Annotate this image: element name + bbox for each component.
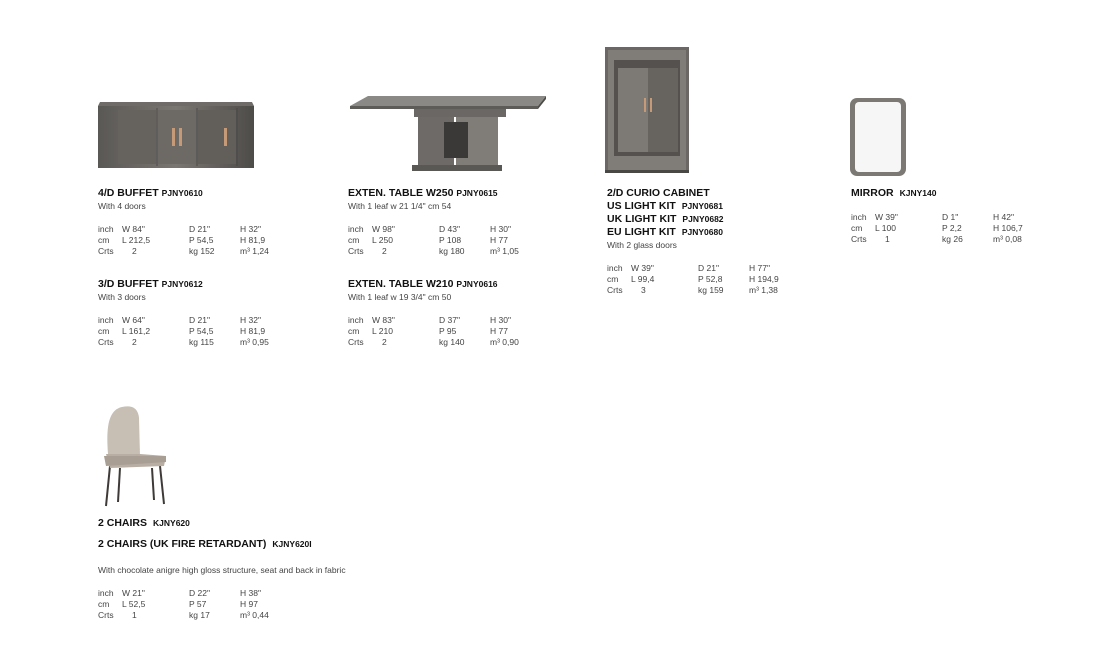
- spec-cell: m³ 1,05: [490, 246, 519, 256]
- spec-cell: P 2,2: [942, 223, 962, 233]
- spec-cell: cm: [348, 235, 360, 245]
- curio-image: [604, 46, 690, 174]
- buffet-image: [96, 100, 256, 172]
- spec-cell: H 81,9: [240, 235, 266, 245]
- spec-row-crts: [98, 337, 290, 348]
- spec-cell: D 37": [439, 315, 460, 325]
- product-code: PJNY0610: [161, 188, 203, 198]
- spec-cell: H 194,9: [749, 274, 779, 284]
- spec-cell: W 83": [372, 315, 395, 325]
- product-title: [98, 517, 346, 530]
- spec-cell: W 98": [372, 224, 395, 234]
- product-name: 2 CHAIRS (UK FIRE RETARDANT): [98, 538, 267, 550]
- product-exten-table-w250: [348, 187, 540, 257]
- spec-cell: cm: [98, 235, 110, 245]
- spec-cell: Crts: [348, 337, 364, 347]
- spec-row-cm: [98, 599, 290, 610]
- spec-cell: P 54,5: [189, 235, 214, 245]
- spec-cell: H 32": [240, 224, 261, 234]
- spec-cell: Crts: [98, 337, 114, 347]
- spec-row-inch: [98, 315, 290, 326]
- spec-cell: D 22": [189, 588, 210, 598]
- spec-cell: m³ 0,90: [490, 337, 519, 347]
- spec-cell: D 43": [439, 224, 460, 234]
- spec-cell: kg 140: [439, 337, 465, 347]
- spec-cell: L 250: [372, 235, 393, 245]
- spec-row-crts: [348, 337, 540, 348]
- product-code: KJNY140: [899, 188, 937, 198]
- spec-cell: H 30": [490, 315, 511, 325]
- spec-cell: m³ 0,44: [240, 610, 269, 620]
- product-code: PJNY0680: [681, 227, 723, 237]
- spec-table: [851, 212, 1043, 245]
- spec-cell: P 57: [189, 599, 207, 609]
- spec-row-inch: [98, 224, 290, 235]
- spec-table: [607, 263, 799, 296]
- product-code: PJNY0681: [681, 201, 723, 211]
- spec-row-cm: [851, 223, 1043, 234]
- product-description: With 2 glass doors: [607, 240, 677, 250]
- mirror-image: [849, 97, 907, 177]
- spec-cell: cm: [348, 326, 360, 336]
- light-kit-us: [607, 200, 799, 213]
- spec-cell: m³ 1,24: [240, 246, 269, 256]
- spec-cell: L 161,2: [122, 326, 151, 336]
- product-title: 2/D CURIO CABINET: [607, 187, 710, 199]
- spec-cell: 1: [885, 234, 890, 244]
- spec-cell: H 77: [490, 326, 508, 336]
- light-kit-eu: [607, 226, 799, 239]
- spec-row-inch: [98, 588, 290, 599]
- product-description: With 1 leaf w 19 3/4" cm 50: [348, 292, 452, 302]
- product-mirror: [851, 187, 1043, 245]
- spec-cell: L 100: [875, 223, 896, 233]
- spec-cell: kg 180: [439, 246, 465, 256]
- spec-cell: D 21": [189, 224, 210, 234]
- product-title: [348, 278, 540, 291]
- spec-cell: cm: [851, 223, 863, 233]
- spec-cell: P 52,8: [698, 274, 723, 284]
- spec-cell: H 77": [749, 263, 770, 273]
- spec-cell: Crts: [607, 285, 623, 295]
- spec-cell: cm: [607, 274, 619, 284]
- spec-row-inch: [348, 224, 540, 235]
- product-description: With 3 doors: [98, 292, 146, 302]
- spec-cell: kg 17: [189, 610, 210, 620]
- spec-row-cm: [348, 235, 540, 246]
- spec-cell: D 21": [698, 263, 719, 273]
- spec-cell: 3: [641, 285, 646, 295]
- spec-cell: kg 26: [942, 234, 963, 244]
- spec-cell: W 39": [631, 263, 654, 273]
- spec-cell: 2: [382, 246, 387, 256]
- spec-cell: H 38": [240, 588, 261, 598]
- spec-cell: P 95: [439, 326, 457, 336]
- spec-cell: cm: [98, 326, 110, 336]
- spec-row-cm: [607, 274, 799, 285]
- spec-cell: W 39": [875, 212, 898, 222]
- product-description: With 4 doors: [98, 201, 146, 211]
- spec-row-crts: [607, 285, 799, 296]
- spec-cell: L 212,5: [122, 235, 151, 245]
- spec-cell: L 210: [372, 326, 393, 336]
- spec-cell: H 106,7: [993, 223, 1023, 233]
- chair-image: [100, 404, 170, 508]
- product-code: KJNY620: [153, 518, 190, 528]
- spec-row-crts: [851, 234, 1043, 245]
- spec-cell: m³ 0,08: [993, 234, 1022, 244]
- product-title: [348, 187, 540, 200]
- spec-cell: kg 115: [189, 337, 214, 347]
- spec-cell: P 54,5: [189, 326, 214, 336]
- spec-row-crts: [98, 610, 290, 621]
- product-name: MIRROR: [851, 187, 894, 199]
- product-code: PJNY0682: [682, 214, 724, 224]
- product-code: KJNY620I: [272, 539, 312, 549]
- product-3d-buffet: [98, 278, 290, 348]
- light-kit-uk: [607, 213, 799, 226]
- spec-cell: D 1": [942, 212, 959, 222]
- spec-cell: Crts: [851, 234, 867, 244]
- spec-cell: W 64": [122, 315, 145, 325]
- product-name: EU LIGHT KIT: [607, 226, 676, 238]
- product-description: With chocolate anigre high gloss structure, seat and back in fabric: [98, 565, 346, 575]
- product-name: EXTEN. TABLE W210: [348, 278, 454, 290]
- spec-cell: L 99,4: [631, 274, 655, 284]
- product-exten-table-w210: [348, 278, 540, 348]
- spec-row-cm: [348, 326, 540, 337]
- spec-row-cm: [98, 326, 290, 337]
- spec-cell: H 32": [240, 315, 261, 325]
- spec-row-inch: [851, 212, 1043, 223]
- spec-cell: D 21": [189, 315, 210, 325]
- spec-cell: inch: [98, 224, 114, 234]
- spec-table: [348, 315, 540, 348]
- spec-cell: Crts: [98, 610, 114, 620]
- product-code: PJNY0615: [456, 188, 498, 198]
- spec-cell: cm: [98, 599, 110, 609]
- spec-row-inch: [348, 315, 540, 326]
- spec-cell: L 52,5: [122, 599, 146, 609]
- product-code: PJNY0616: [456, 279, 498, 289]
- product-curio-cabinet: [607, 187, 799, 296]
- spec-cell: inch: [348, 224, 364, 234]
- spec-cell: P 108: [439, 235, 462, 245]
- spec-row-inch: [607, 263, 799, 274]
- product-code: PJNY0612: [161, 279, 203, 289]
- product-title-uk: [98, 538, 346, 551]
- spec-cell: H 97: [240, 599, 258, 609]
- spec-cell: 2: [132, 246, 137, 256]
- spec-row-crts: [98, 246, 290, 257]
- spec-cell: H 77: [490, 235, 508, 245]
- spec-cell: Crts: [98, 246, 114, 256]
- spec-cell: m³ 0,95: [240, 337, 269, 347]
- product-name: US LIGHT KIT: [607, 200, 676, 212]
- product-chairs: [98, 517, 346, 621]
- spec-table: [98, 224, 290, 257]
- product-title: [98, 187, 290, 200]
- spec-row-crts: [348, 246, 540, 257]
- spec-cell: H 81,9: [240, 326, 266, 336]
- spec-table: [98, 588, 290, 621]
- product-4d-buffet: [98, 187, 290, 257]
- product-name: 2 CHAIRS: [98, 517, 148, 529]
- product-name: 4/D BUFFET: [98, 187, 159, 199]
- spec-cell: W 84": [122, 224, 145, 234]
- spec-cell: inch: [607, 263, 623, 273]
- spec-table: [348, 224, 540, 257]
- spec-cell: W 21": [122, 588, 145, 598]
- product-name: UK LIGHT KIT: [607, 213, 677, 225]
- spec-cell: 2: [132, 337, 137, 347]
- spec-cell: m³ 1,38: [749, 285, 778, 295]
- spec-cell: kg 152: [189, 246, 215, 256]
- spec-cell: inch: [98, 315, 114, 325]
- spec-cell: 1: [132, 610, 137, 620]
- spec-cell: H 30": [490, 224, 511, 234]
- product-title: [851, 187, 1043, 200]
- spec-table: [98, 315, 290, 348]
- spec-cell: inch: [348, 315, 364, 325]
- spec-cell: Crts: [348, 246, 364, 256]
- spec-cell: 2: [382, 337, 387, 347]
- product-description: With 1 leaf w 21 1/4" cm 54: [348, 201, 452, 211]
- spec-row-cm: [98, 235, 290, 246]
- spec-cell: H 42": [993, 212, 1014, 222]
- table-image: [348, 94, 548, 174]
- spec-cell: inch: [851, 212, 867, 222]
- spec-cell: kg 159: [698, 285, 724, 295]
- spec-cell: inch: [98, 588, 114, 598]
- product-name: EXTEN. TABLE W250: [348, 187, 454, 199]
- product-title: [98, 278, 290, 291]
- product-name: 3/D BUFFET: [98, 278, 159, 290]
